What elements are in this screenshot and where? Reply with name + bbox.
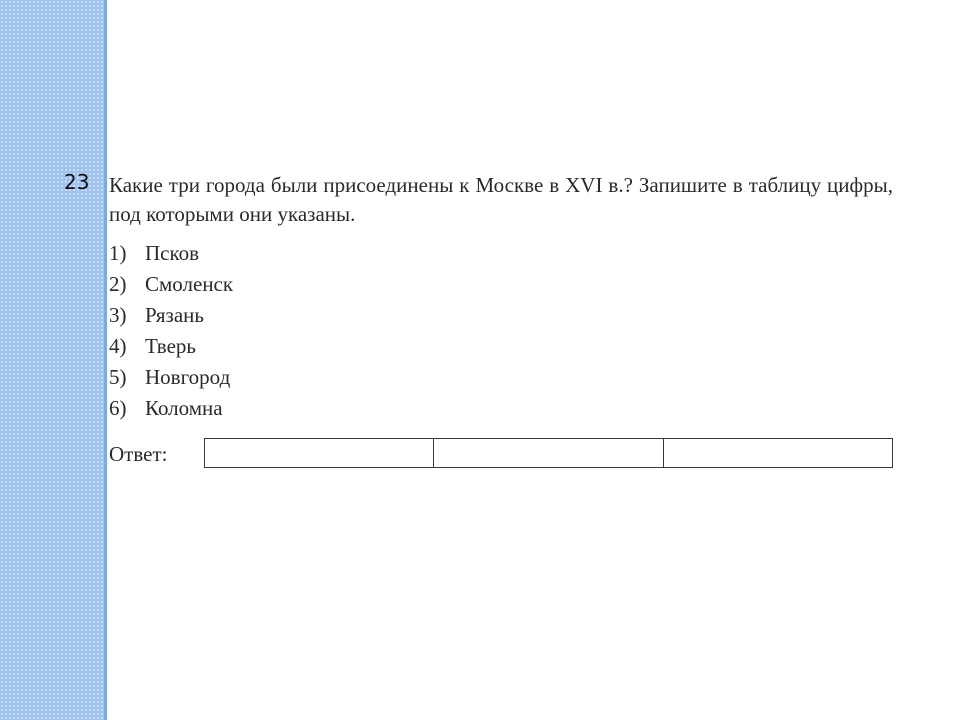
option-item-1: [109, 239, 233, 270]
option-label: Рязань: [145, 303, 204, 327]
option-label: Тверь: [145, 334, 196, 358]
option-number: 6): [109, 396, 127, 420]
sidebar-edge: [104, 0, 107, 720]
question-number: 23: [64, 170, 90, 194]
option-item-3: [109, 301, 233, 332]
option-number: 5): [109, 365, 127, 389]
option-item-4: [109, 332, 233, 363]
option-item-5: [109, 363, 233, 394]
option-label: Коломна: [145, 396, 223, 420]
option-label: Смоленск: [145, 272, 234, 296]
options-list: [109, 239, 233, 425]
answer-cell-3[interactable]: [663, 439, 892, 468]
option-number: 4): [109, 334, 127, 358]
option-item-6: [109, 394, 233, 425]
option-number: 1): [109, 241, 127, 265]
decorative-sidebar: [0, 0, 104, 720]
answer-cell-1[interactable]: [205, 439, 434, 468]
question-text: Какие три города были присоединены к Москве в XVI в.? Запишите в таблицу цифры, под которыми они указаны.: [109, 173, 893, 226]
answer-label: Ответ:: [109, 442, 168, 466]
option-label: Псков: [145, 241, 200, 265]
option-number: 3): [109, 303, 127, 327]
option-label: Новгород: [145, 365, 231, 389]
answer-cell-2[interactable]: [434, 439, 663, 468]
option-number: 2): [109, 272, 127, 296]
option-item-2: [109, 270, 233, 301]
answer-table: [204, 438, 893, 468]
